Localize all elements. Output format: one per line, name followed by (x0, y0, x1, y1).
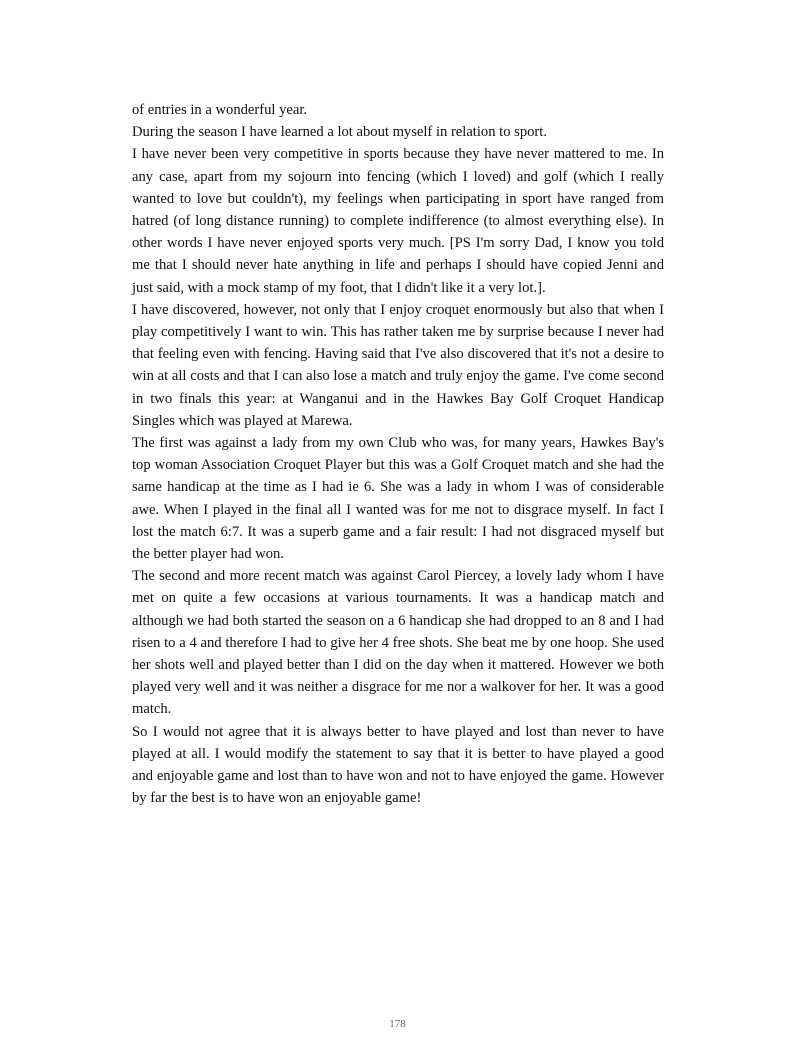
body-text (132, 99, 664, 810)
page-number: 178 (389, 1018, 406, 1030)
paragraph-2: During the season I have learned a lot about myself in relation to sport. (132, 124, 547, 141)
paragraph-1: of entries in a wonderful year. (132, 102, 308, 118)
paragraph-6: The second and more recent match was against Carol Piercey, a lovely lady whom I have met on quite a few occasions at various tournaments. It was a handicap match and although we had both started the season on a 6 handicap she had dropped to an 8 and I had risen to a 4 and therefore I had to give her 4 free shots. She beat me by one hoop. She used her shots well and played better than I did on the day when it mattered. However we both played very well and it was neither a disgrace for me nor a walkover for her. It was a good match. (132, 568, 664, 718)
paragraph-3: I have never been very competitive in sports because they have never mattered to me. In any case, apart from my sojourn into fencing (which I loved) and golf (which I really wanted to love but couldn't), my feelings when participating in sport have ranged from hatred (of long distance running) to complete indifference (to almost everything else). In other words I have never enjoyed sports very much. [PS I'm sorry Dad, I know you told me that I should never hate anything in life and perhaps I should have copied Jenni and just said, with a mock stamp of my foot, that I didn't like it a very lot.]. (132, 146, 664, 296)
paragraph-5: The first was against a lady from my own Club who was, for many years, Hawkes Bay's top woman Association Croquet Player but this was a Golf Croquet match and she had the same handicap at the time as I had ie 6. She was a lady in whom I was of considerable awe. When I played in the final all I wanted was for me not to disgrace myself. In fact I lost the match 6:7. It was a superb game and a fair result: I had not disgraced myself but the better player had won. (132, 435, 664, 563)
paragraph-7: So I would not agree that it is always better to have played and lost than never to have played at all. I would modify the statement to say that it is better to have played a good and enjoyable game and lost than to have won and not to have enjoyed the game. However by far the best is to have won an enjoyable game! (132, 723, 664, 807)
paragraph-4: I have discovered, however, not only that I enjoy croquet enormously but also that when I play competitively I want to win. This has rather taken me by surprise because I never had that feeling even with fencing. Having said that I've also discovered that it's not a desire to win at all costs and that I can also lose a match and truly enjoy the game. I've come second in two finals this year: at Wanganui and in the Hawkes Bay Golf Croquet Handicap Singles which was played at Marewa. (132, 301, 664, 429)
